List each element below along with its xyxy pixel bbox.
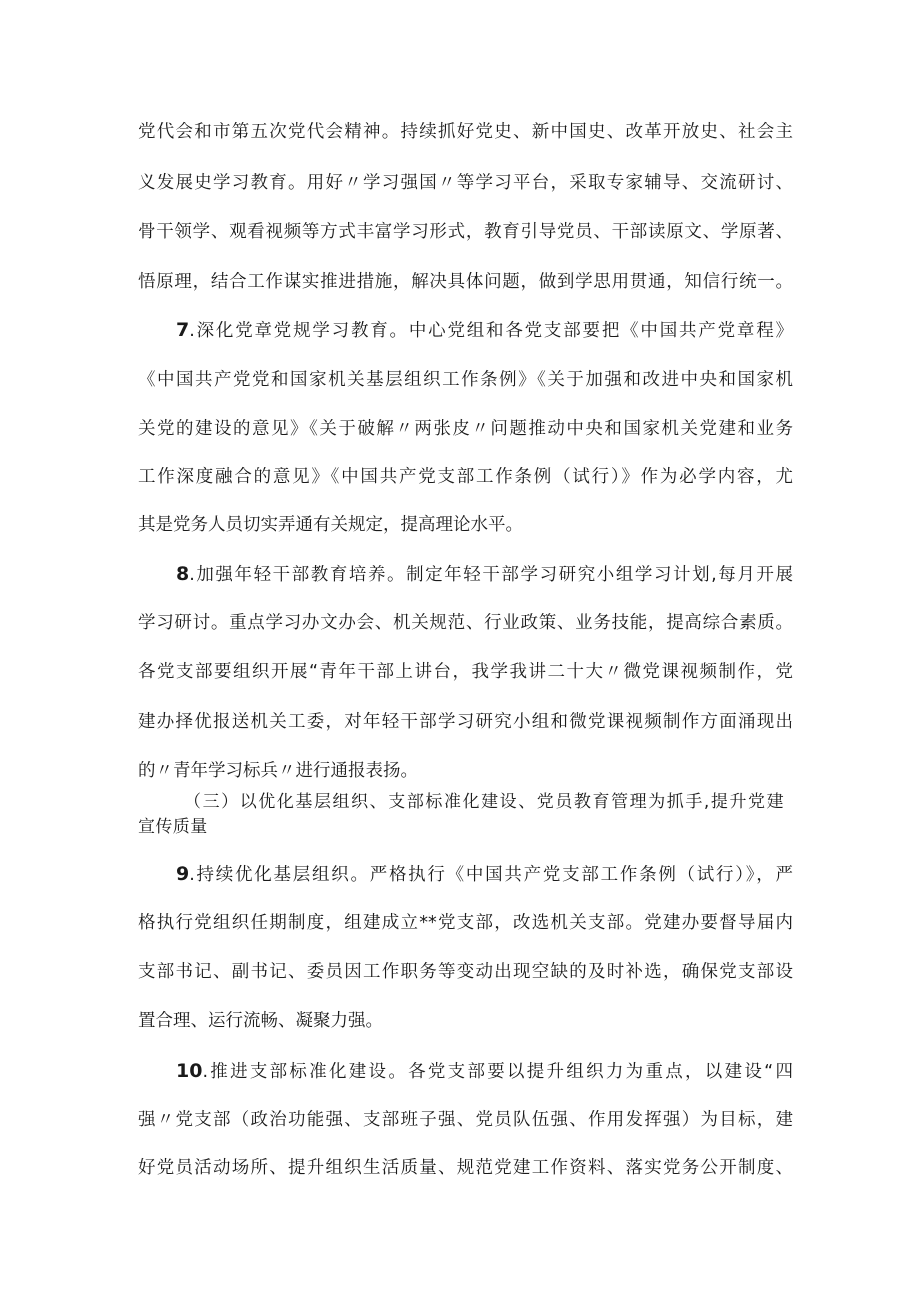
p8-number: 8 [176, 563, 190, 585]
p9-first-text: .持续优化基层组织。严格执行《中国共产党支部工作条例（试行）》，严 [189, 865, 793, 885]
p7-first-line [176, 318, 793, 343]
p10-first-line [176, 1059, 793, 1084]
p9-first-line [176, 862, 793, 887]
p8-line-5: 的〃青年学习标兵〃进行通报表扬。 [138, 761, 418, 781]
p9-line-4: 置合理、运行流畅、凝聚力强。 [138, 1011, 383, 1031]
p7-line-4: 工作深度融合的意见》《中国共产党支部工作条例（试行）》作为必学内容，尤 [138, 467, 793, 487]
p9-line-3: 支部书记、副书记、委员因工作职务等变动出现空缺的及时补选，确保党支部设 [138, 962, 793, 982]
p8-first-text: .加强年轻干部教育培养。制定年轻干部学习研究小组学习计划,每月开展 [189, 565, 793, 585]
p7-line-3: 关党的建设的意见》《关于破解〃两张皮〃问题推动中央和国家机关党建和业务 [138, 419, 793, 439]
p6-line-3: 骨干领学、观看视频等方式丰富学习形式，教育引导党员、干部读原文、学原著、 [138, 222, 793, 242]
p9-line-2: 格执行党组织任期制度，组建成立**党支部，改选机关支部。党建办要督导届内 [138, 913, 793, 933]
p10-line-3: 好党员活动场所、提升组织生活质量、规范党建工作资料、落实党务公开制度、 [138, 1158, 793, 1178]
p7-number: 7 [176, 319, 190, 341]
p7-first-text: .深化党章党规学习教育。中心党组和各党支部要把《中国共产党章程》 [189, 321, 793, 341]
p8-line-4: 建办择优报送机关工委，对年轻干部学习研究小组和微党课视频制作方面涌现出 [138, 712, 793, 732]
p8-line-2: 学习研讨。重点学习办文办会、机关规范、行业政策、业务技能，提高综合素质。 [138, 613, 793, 633]
p6-line-4: 悟原理，结合工作谋实推进措施，解决具体问题，做到学思用贯通，知信行统一。 [138, 272, 793, 292]
p7-line-2: 《中国共产党党和国家机关基层组织工作条例》《关于加强和改进中央和国家机 [138, 370, 793, 390]
p10-number: 10 [176, 1060, 203, 1082]
p6-line-1: 党代会和市第五次党代会精神。持续抓好党史、新中国史、改革开放史、社会主 [138, 122, 793, 142]
p8-first-line [176, 562, 793, 587]
section3-heading-line-2: 宣传质量 [138, 817, 208, 837]
p10-line-2: 强〃党支部（政治功能强、支部班子强、党员队伍强、作用发挥强）为目标，建 [138, 1110, 793, 1130]
section3-heading-line-1: （三）以优化基层组织、支部标准化建设、党员教育管理为抓手,提升党建 [184, 792, 784, 812]
p9-number: 9 [176, 863, 190, 885]
p6-line-2: 义发展史学习教育。用好〃学习强国〃等学习平台，采取专家辅导、交流研讨、 [138, 173, 793, 193]
p7-line-5: 其是党务人员切实弄通有关规定，提高理论水平。 [138, 515, 523, 535]
p8-line-3: 各党支部要组织开展“青年干部上讲台，我学我讲二十大〃微党课视频制作，党 [138, 662, 793, 682]
p10-first-text: .推进支部标准化建设。各党支部要以提升组织力为重点，以建设“四 [202, 1062, 793, 1082]
